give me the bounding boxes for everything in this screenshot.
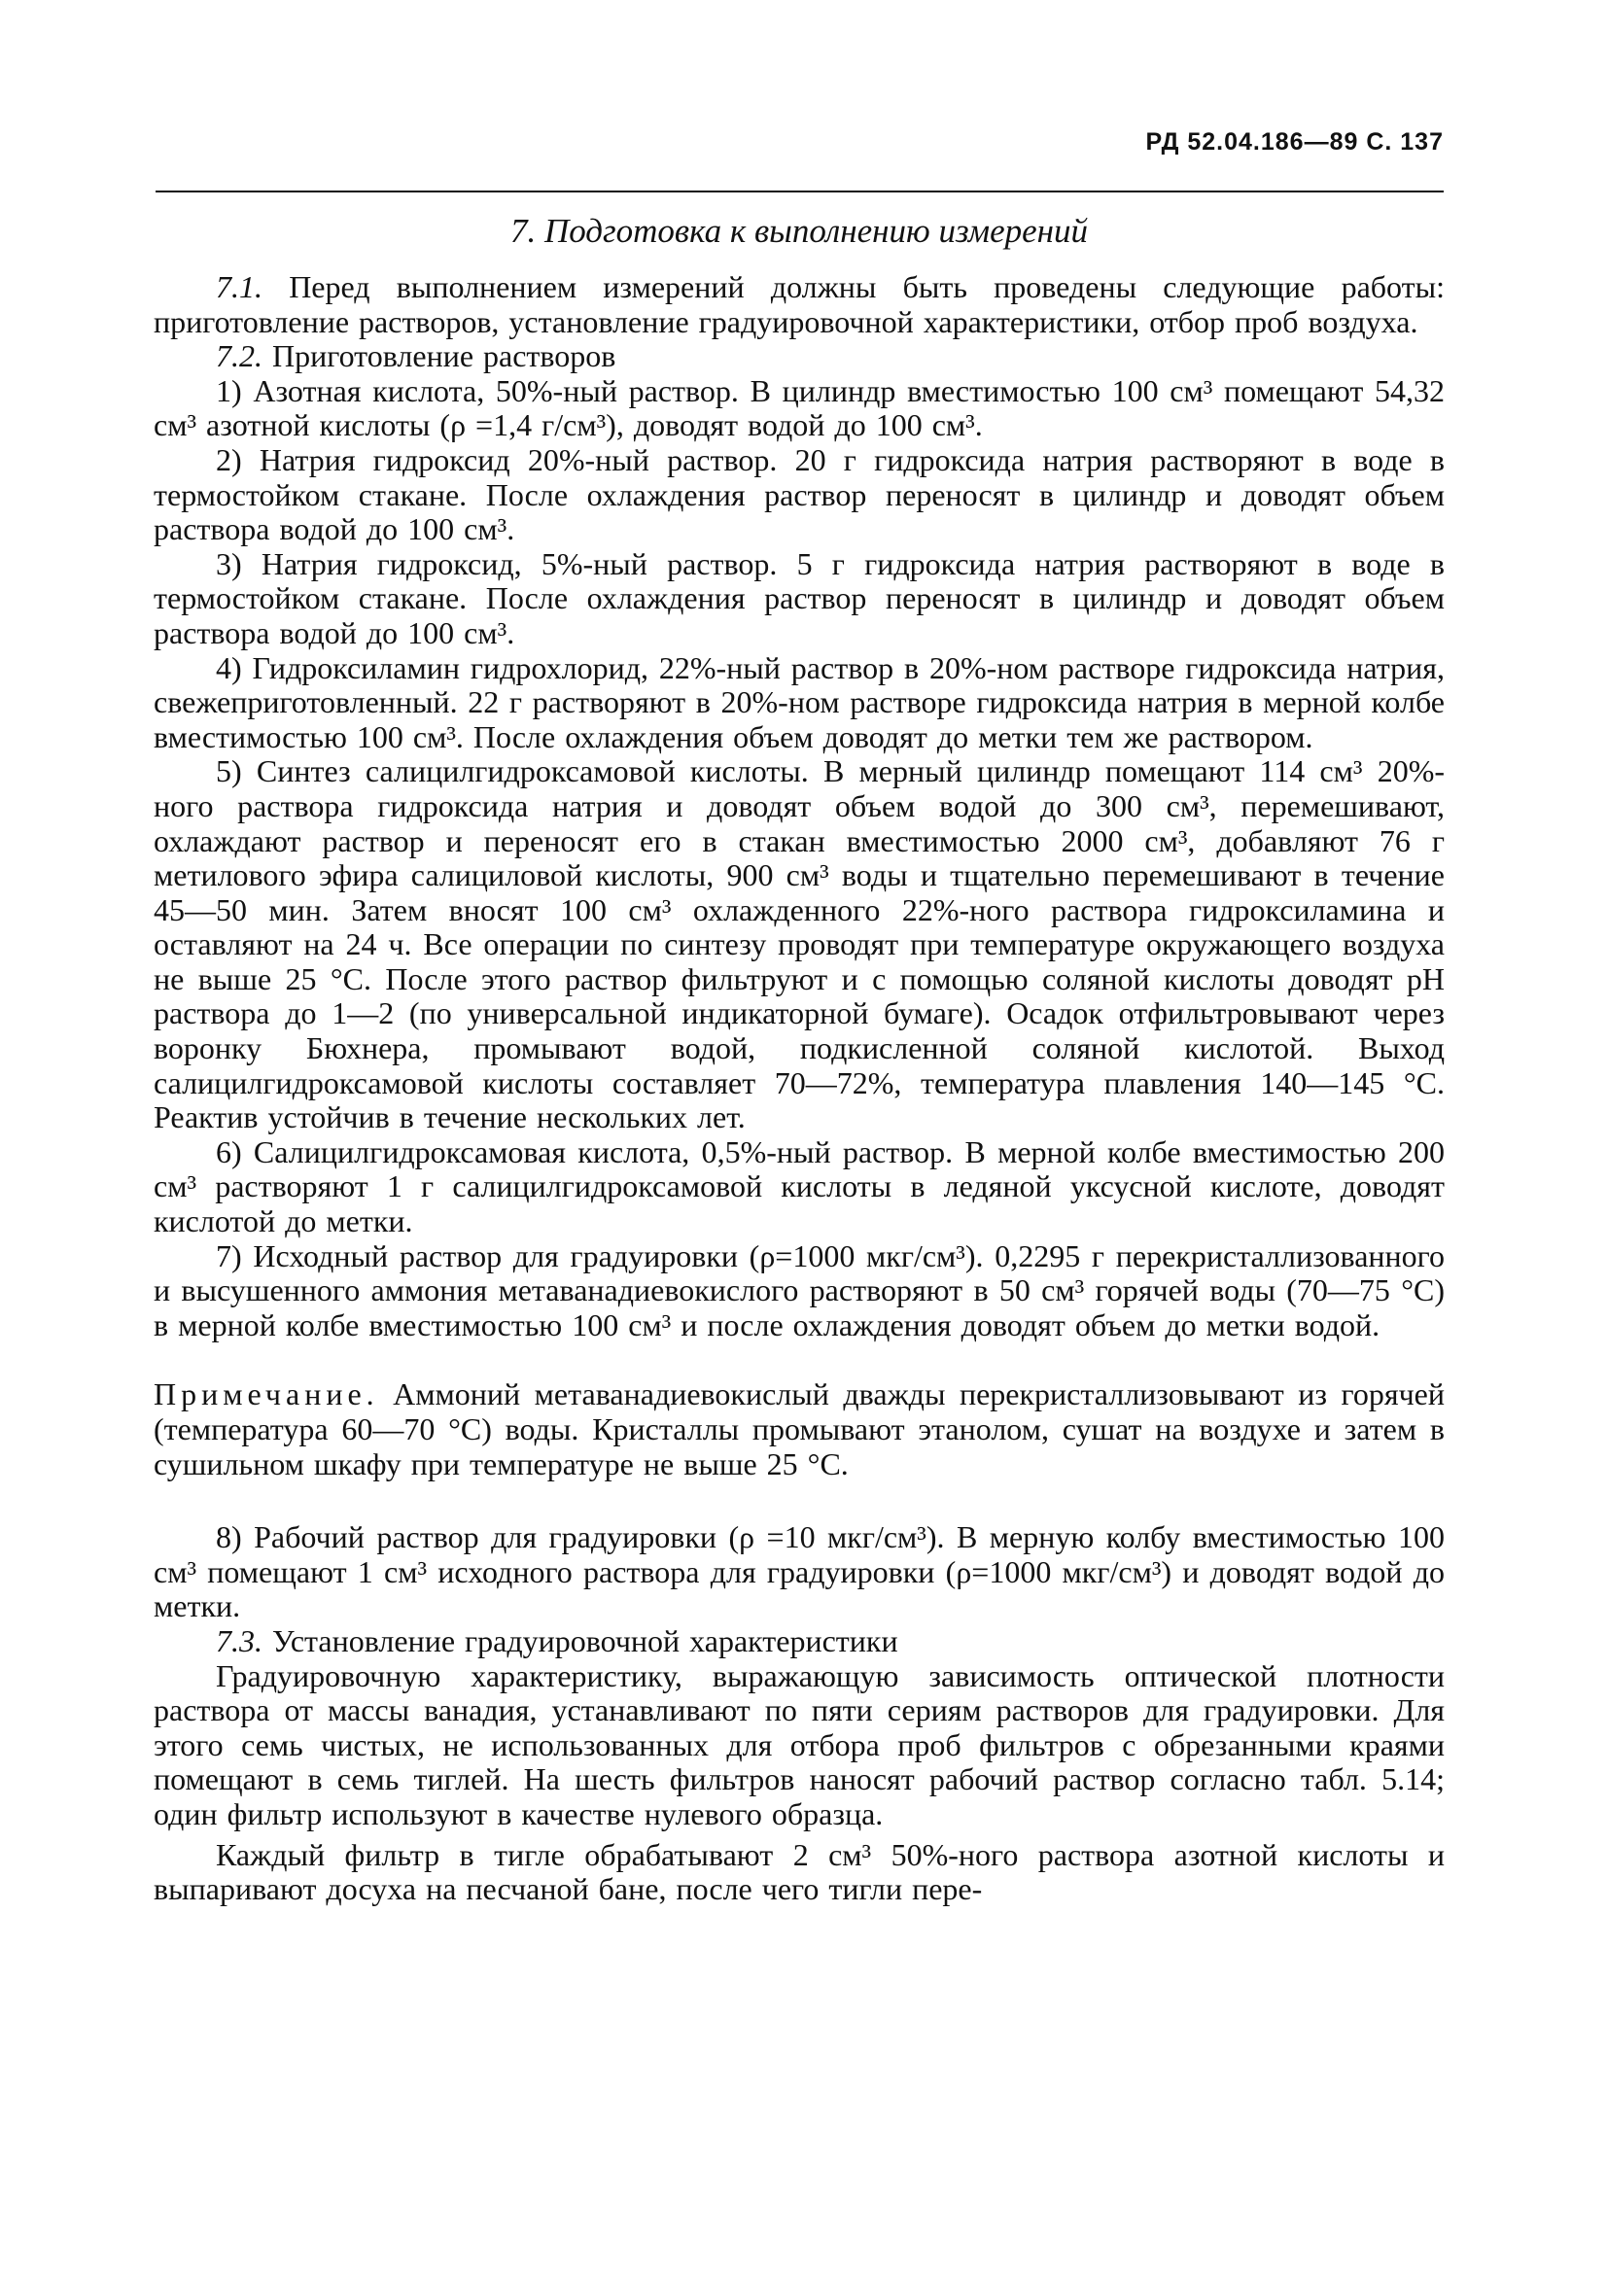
- list-item-7: 7) Исходный раствор для градуировки (ρ=1000 мкг/см³). 0,2295 г перекристаллизованного и высушенного аммония метаванадиевокислого растворяют в 50 см³ горячей воды (70—75 °С) в мерной колбе вместимостью 100 см³ и после охлаждения доводят объем до метки водой.: [154, 1237, 1445, 1342]
- note-paragraph: [154, 1377, 1445, 1481]
- page-content: [154, 212, 1445, 1907]
- paragraph-7-3-text: Градуировочную характеристику, выражающую зависимость оптической плотности раствора от массы ванадия, устанавливают по пяти сериям растворов для градуировки. Для этого семь чистых, не использованных для отбора проб фильтров с обрезанными краями помещают в семь тиглей. На шесть фильтров наносят рабочий раствор согласно табл. 5.14; один фильтр используют в качестве нулевого образца.: [154, 1657, 1445, 1831]
- page-header: РД 52.04.186—89 С. 137: [1145, 128, 1444, 156]
- clause-number: 7.3.: [216, 1622, 262, 1658]
- clause-text: Приготовление растворов: [262, 338, 616, 374]
- list-item-1: 1) Азотная кислота, 50%-ный раствор. В цилиндр вместимостью 100 см³ помещают 54,32 см³ азотной кислоты (ρ =1,4 г/см³), доводят водой до 100 см³.: [154, 372, 1445, 443]
- paragraph-7-1: [154, 270, 1445, 339]
- clause-text: Перед выполнением измерений должны быть проведены следующие работы: приготовление растворов, установление градуировочной характеристики, отбор проб воздуха.: [154, 269, 1445, 339]
- clause-number: 7.1.: [216, 269, 262, 304]
- paragraph-7-2: [154, 339, 1445, 374]
- list-item-8: 8) Рабочий раствор для градуировки (ρ =10 мкг/см³). В мерную колбу вместимостью 100 см³ помещают 1 см³ исходного раствора для градуировки (ρ=1000 мкг/см³) и доводят водой до метки.: [154, 1519, 1445, 1624]
- list-item-6: 6) Салицилгидроксамовая кислота, 0,5%-ный раствор. В мерной колбе вместимостью 200 см³ растворяют 1 г салицилгидроксамовой кислоты в ледяной уксусной кислоте, доводят кислотой до метки.: [154, 1133, 1445, 1239]
- list-item-3: 3) Натрия гидроксид, 5%-ный раствор. 5 г гидроксида натрия растворяют в воде в термостойком стакане. После охлаждения раствор переносят в цилиндр и доводят объем раствора водой до 100 см³.: [154, 545, 1445, 650]
- paragraph-7-3-continued: Каждый фильтр в тигле обрабатывают 2 см³ 50%-ного раствора азотной кислоты и выпаривают досуха на песчаной бане, после чего тигли пере-: [154, 1836, 1445, 1907]
- note-label: Примечание.: [154, 1376, 379, 1412]
- list-item-4: 4) Гидроксиламин гидрохлорид, 22%-ный раствор в 20%-ном растворе гидроксида натрия, свежеприготовленный. 22 г растворяют в 20%-ном растворе гидроксида натрия в мерной колбе вместимостью 100 см³. После охлаждения объем доводят до метки тем же раствором.: [154, 649, 1445, 754]
- note-text: Аммоний метаванадиевокислый дважды перекристаллизовывают из горячей (температура 60—70 °С) воды. Кристаллы промывают этанолом, сушат на воздухе и затем в сушильном шкафу при температуре не выше 25 °С.: [154, 1376, 1445, 1481]
- section-title: 7. Подготовка к выполнению измерений: [509, 212, 1089, 250]
- paragraph-7-3: [154, 1624, 1445, 1659]
- list-item-5: 5) Синтез салицилгидроксамовой кислоты. В мерный цилиндр помещают 114 см³ 20%-ного раствора гидроксида натрия и доводят объем водой до 300 см³, перемешивают, охлаждают раствор и переносят его в стакан вместимостью 2000 см³, добавляют 76 г метилового эфира салициловой кислоты, 900 см³ воды и тщательно перемешивают в течение 45—50 мин. Затем вносят 100 см³ охлажденного 22%-ного раствора гидроксиламина и оставляют на 24 ч. Все операции по синтезу проводят при температуре окружающего воздуха не выше 25 °С. После этого раствор фильтруют и с помощью соляной кислоты доводят pH раствора до 1—2 (по универсальной индикаторной бумаге). Осадок отфильтровывают через воронку Бюхнера, промывают водой, подкисленной соляной кислотой. Выход салицилгидроксамовой кислоты составляет 70—72%, температура плавления 140—145 °С. Реактив устойчив в течение нескольких лет.: [154, 753, 1445, 1135]
- clause-number: 7.2.: [216, 338, 262, 374]
- list-item-2: 2) Натрия гидроксид 20%-ный раствор. 20 г гидроксида натрия растворяют в воде в термостойком стакане. После охлаждения раствор переносят в цилиндр и доводят объем раствора водой до 100 см³.: [154, 441, 1445, 547]
- clause-text: Установление градуировочной характеристики: [262, 1622, 898, 1658]
- header-rule: [156, 191, 1444, 192]
